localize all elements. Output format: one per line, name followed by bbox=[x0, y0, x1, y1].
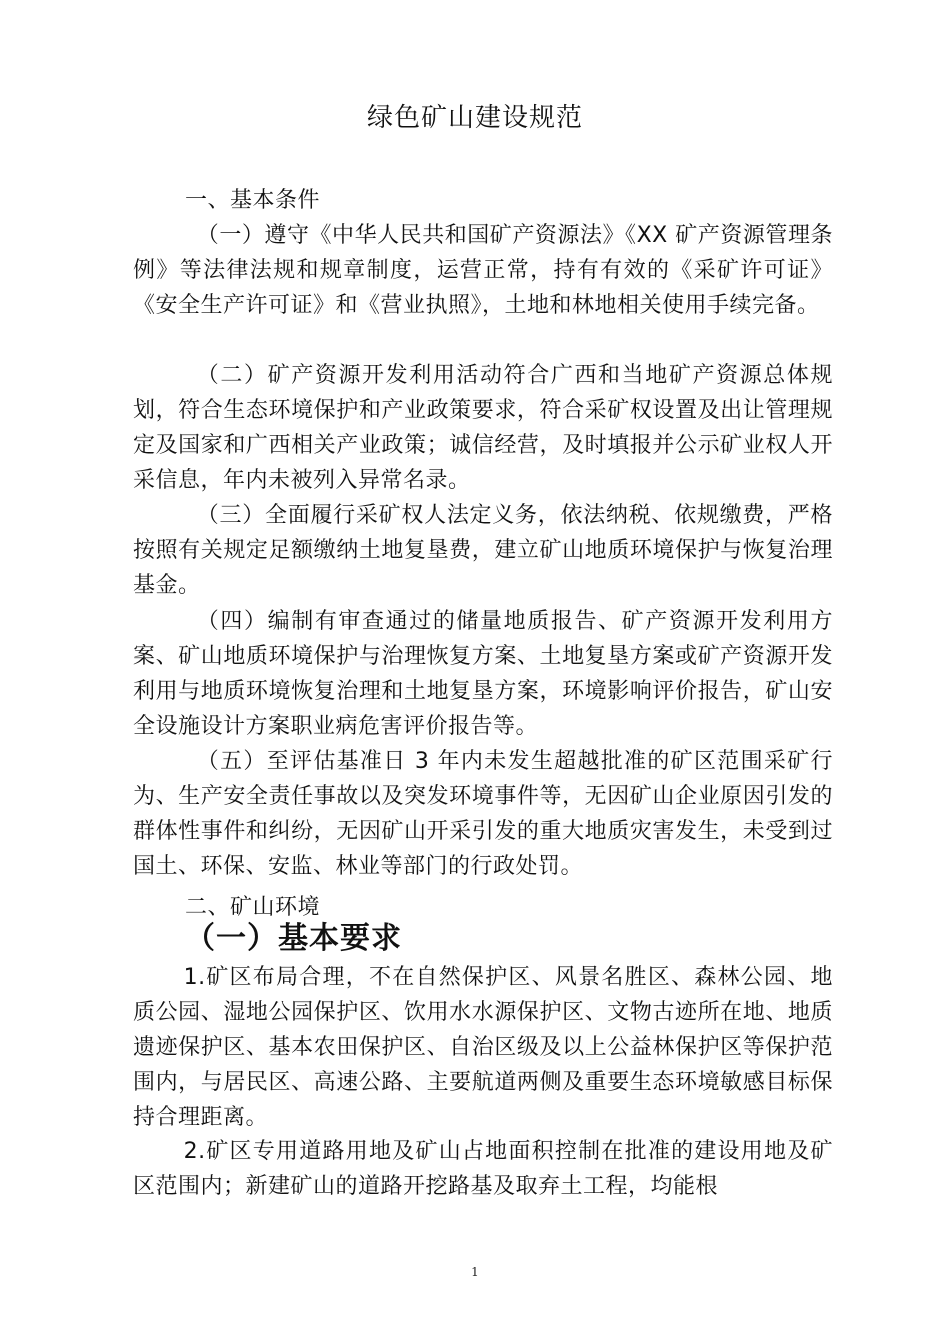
paragraph-7: 2.矿区专用道路用地及矿山占地面积控制在批准的建设用地及矿区范围内；新建矿山的道路开挖路基及取弃土工程，均能根 bbox=[133, 1139, 833, 1199]
paragraph-1: （一）遵守《中华人民共和国矿产资源法》《XX 矿产资源管理条例》等法律法规和规章制度，运营正常，持有有效的《采矿许可证》《安全生产许可证》和《营业执照》，土地和林地相关使用手续完备。 bbox=[133, 223, 833, 318]
section-heading-basic-conditions: 一、基本条件 bbox=[185, 188, 321, 213]
section-heading-mine-environment: 二、矿山环境 bbox=[185, 895, 321, 920]
paragraph-2: （二）矿产资源开发利用活动符合广西和当地矿产资源总体规划，符合生态环境保护和产业政策要求，符合采矿权设置及出让管理规定及国家和广西相关产业政策；诚信经营，及时填报并公示矿业权人开采信息，年内未被列入异常名录。 bbox=[133, 363, 833, 493]
paragraph-6: 1.矿区布局合理，不在自然保护区、风景名胜区、森林公园、地质公园、湿地公园保护区、饮用水水源保护区、文物古迹所在地、地质遗迹保护区、基本农田保护区、自治区级及以上公益林保护区等保护范围内，与居民区、高速公路、主要航道两侧及重要生态环境敏感目标保持合理距离。 bbox=[133, 965, 833, 1130]
paragraph-5: （五）至评估基准日 3 年内未发生超越批准的矿区范围采矿行为、生产安全责任事故以及突发环境事件等，无因矿山企业原因引发的群体性事件和纠纷，无因矿山开采引发的重大地质灾害发生，未受到过国土、环保、安监、林业等部门的行政处罚。 bbox=[133, 749, 833, 879]
page-number: 1 bbox=[471, 1265, 479, 1279]
paragraph-3: （三）全面履行采矿权人法定义务，依法纳税、依规缴费，严格按照有关规定足额缴纳土地复垦费，建立矿山地质环境保护与恢复治理基金。 bbox=[133, 503, 833, 598]
paragraph-4: （四）编制有审查通过的储量地质报告、矿产资源开发利用方案、矿山地质环境保护与治理恢复方案、土地复垦方案或矿产资源开发利用与地质环境恢复治理和土地复垦方案，环境影响评价报告，矿山安全设施设计方案职业病危害评价报告等。 bbox=[133, 609, 833, 739]
document-title: 绿色矿山建设规范 bbox=[366, 103, 583, 133]
subsection-heading-basic-requirements: （一）基本要求 bbox=[185, 921, 402, 956]
